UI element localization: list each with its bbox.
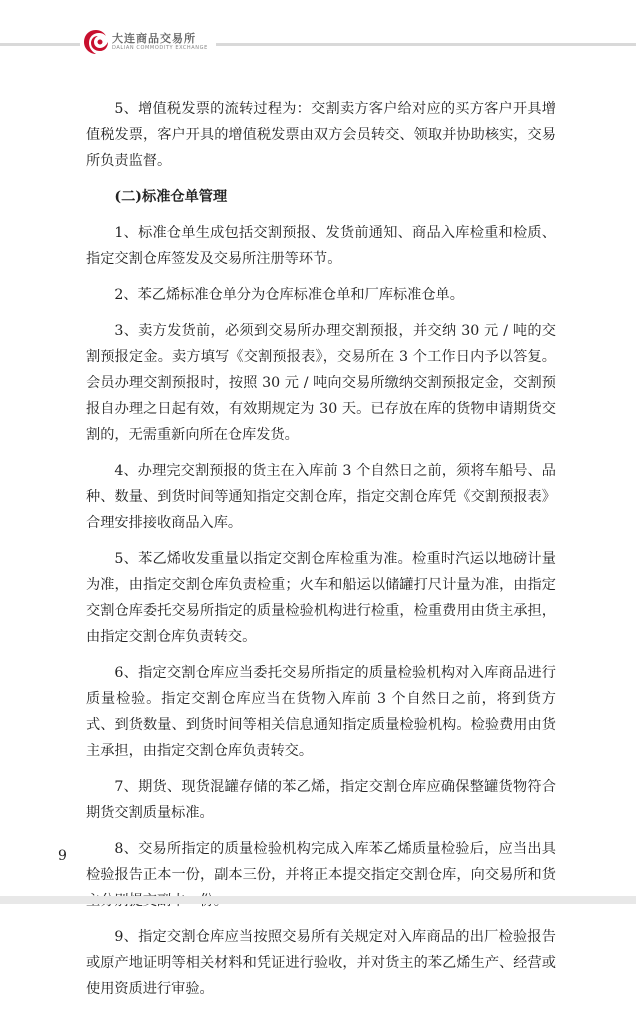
dce-logo-icon <box>82 28 110 56</box>
paragraph-item-2: 2、苯乙烯标准仓单分为仓库标准仓单和厂库标准仓单。 <box>114 287 464 303</box>
header-rule-right <box>216 43 636 46</box>
paragraph-vat-invoice: 5、增值税发票的流转过程为：交割卖方客户给对应的买方客户开具增值税发票，客户开具的增值税发票由双方会员转交、领取并协助核实，交易所负责监督。 <box>86 101 556 169</box>
header-rule-left <box>0 43 80 46</box>
section-heading: (二)标准仓单管理 <box>114 189 228 205</box>
page-header <box>0 0 636 70</box>
bottom-edge <box>0 896 636 904</box>
org-name: 大连商品交易所 <box>112 32 196 45</box>
paragraph-item-3: 3、卖方发货前，必须到交易所办理交割预报，并交纳 30 元 / 吨的交割预报定金。卖方填写《交割预报表》，交易所在 3 个工作日内予以答复。会员办理交割预报时，按照 30 元 / 吨向交易所缴纳交割预报定金，交割预报自办理之日起有效，有效期规定为 30 天。已存放在库的货物申请期货交割的，无需重新向所在仓库发货。 <box>86 323 556 443</box>
paragraph-item-9: 9、指定交割仓库应当按照交易所有关规定对入库商品的出厂检验报告或原产地证明等相关材料和凭证进行验收，并对货主的苯乙烯生产、经营或使用资质进行审验。 <box>86 929 556 997</box>
page-number: 9 <box>58 848 67 864</box>
paragraph-item-6: 6、指定交割仓库应当委托交易所指定的质量检验机构对入库商品进行质量检验。指定交割仓库应当在货物入库前 3 个自然日之前，将到货方式、到货数量、到货时间等相关信息通知指定质量检验机构。检验费用由货主承担，由指定交割仓库负责转交。 <box>86 665 556 759</box>
paragraph-item-7: 7、期货、现货混罐存储的苯乙烯，指定交割仓库应确保整罐货物符合期货交割质量标准。 <box>86 779 556 821</box>
paragraph-item-5: 5、苯乙烯收发重量以指定交割仓库检重为准。检重时汽运以地磅计量为准，由指定交割仓库负责检重；火车和船运以储罐打尺计量为准，由指定交割仓库委托交易所指定的质量检验机构进行检重，检重费用由货主承担，由指定交割仓库负责转交。 <box>86 551 556 645</box>
org-name-en: DALIAN COMMODITY EXCHANGE <box>112 45 208 51</box>
document-body <box>86 96 556 1012</box>
paragraph-item-1: 1、标准仓单生成包括交割预报、发货前通知、商品入库检重和检质、指定交割仓库签发及交易所注册等环节。 <box>86 225 556 267</box>
paragraph-item-4: 4、办理完交割预报的货主在入库前 3 个自然日之前，须将车船号、品种、数量、到货时间等通知指定交割仓库，指定交割仓库凭《交割预报表》合理安排接收商品入库。 <box>86 463 556 531</box>
paragraph-item-8: 8、交易所指定的质量检验机构完成入库苯乙烯质量检验后，应当出具检验报告正本一份，副本三份，并将正本提交指定交割仓库，向交易所和货 <box>86 841 556 883</box>
